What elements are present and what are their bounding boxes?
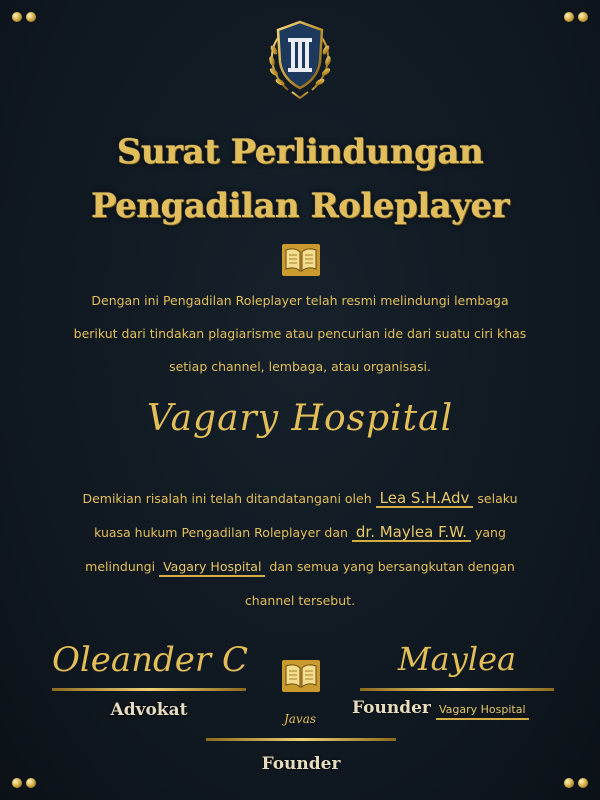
role-label-left: Advokat xyxy=(110,700,188,720)
corner-dot-icon xyxy=(578,778,588,788)
corner-dot-icon xyxy=(12,12,22,22)
signer-field: Lea S.H.Adv xyxy=(376,490,474,508)
corner-dot-icon xyxy=(578,12,588,22)
organization-field: Vagary Hospital xyxy=(159,559,265,577)
body-line xyxy=(30,482,570,516)
open-book-icon xyxy=(282,660,320,692)
signature-line-right xyxy=(360,688,554,691)
corner-dot-icon xyxy=(26,12,36,22)
role-label-right-group xyxy=(352,698,562,720)
intro-line: Dengan ini Pengadilan Roleplayer telah resmi melindungi lembaga xyxy=(91,293,509,308)
intro-paragraph xyxy=(30,284,570,383)
corner-dot-icon xyxy=(564,12,574,22)
signer-field: dr. Maylea F.W. xyxy=(352,524,471,542)
signature-line-left xyxy=(52,688,246,691)
signature-right: Maylea xyxy=(397,640,517,678)
page-title-line-1: Surat Perlindungan xyxy=(116,132,484,172)
body-text: yang xyxy=(474,525,506,540)
body-text: Demikian risalah ini telah ditandatangani oleh xyxy=(82,491,372,506)
body-paragraph xyxy=(30,482,570,618)
open-book-icon xyxy=(282,244,320,276)
signature-left: Oleander C xyxy=(52,640,248,680)
role-label-right: Founder xyxy=(352,698,431,718)
page-title-line-2: Pengadilan Roleplayer xyxy=(90,186,509,226)
corner-dot-icon xyxy=(564,778,574,788)
body-text: dan semua yang bersangkutan dengan xyxy=(269,559,515,574)
body-line xyxy=(30,550,570,584)
body-line: channel tersebut. xyxy=(244,593,356,608)
corner-dot-icon xyxy=(26,778,36,788)
body-text: selaku xyxy=(477,491,518,506)
body-line xyxy=(30,516,570,550)
pillar-laurel-shield-icon xyxy=(264,16,336,100)
intro-line: setiap channel, lembaga, atau organisasi. xyxy=(169,359,431,374)
intro-line: berikut dari tindakan plagiarisme atau pencurian ide dari suatu ciri khas xyxy=(73,326,527,341)
signature-line-center xyxy=(206,738,396,741)
role-label-center: Founder xyxy=(261,754,341,774)
protected-name: Vagary Hospital xyxy=(146,398,454,439)
signature-center: Javas xyxy=(283,712,317,726)
body-text: melindungi xyxy=(85,559,156,574)
body-text: kuasa hukum Pengadilan Roleplayer dan xyxy=(94,525,348,540)
corner-dot-icon xyxy=(12,778,22,788)
organization-field-right: Vagary Hospital xyxy=(436,702,529,720)
